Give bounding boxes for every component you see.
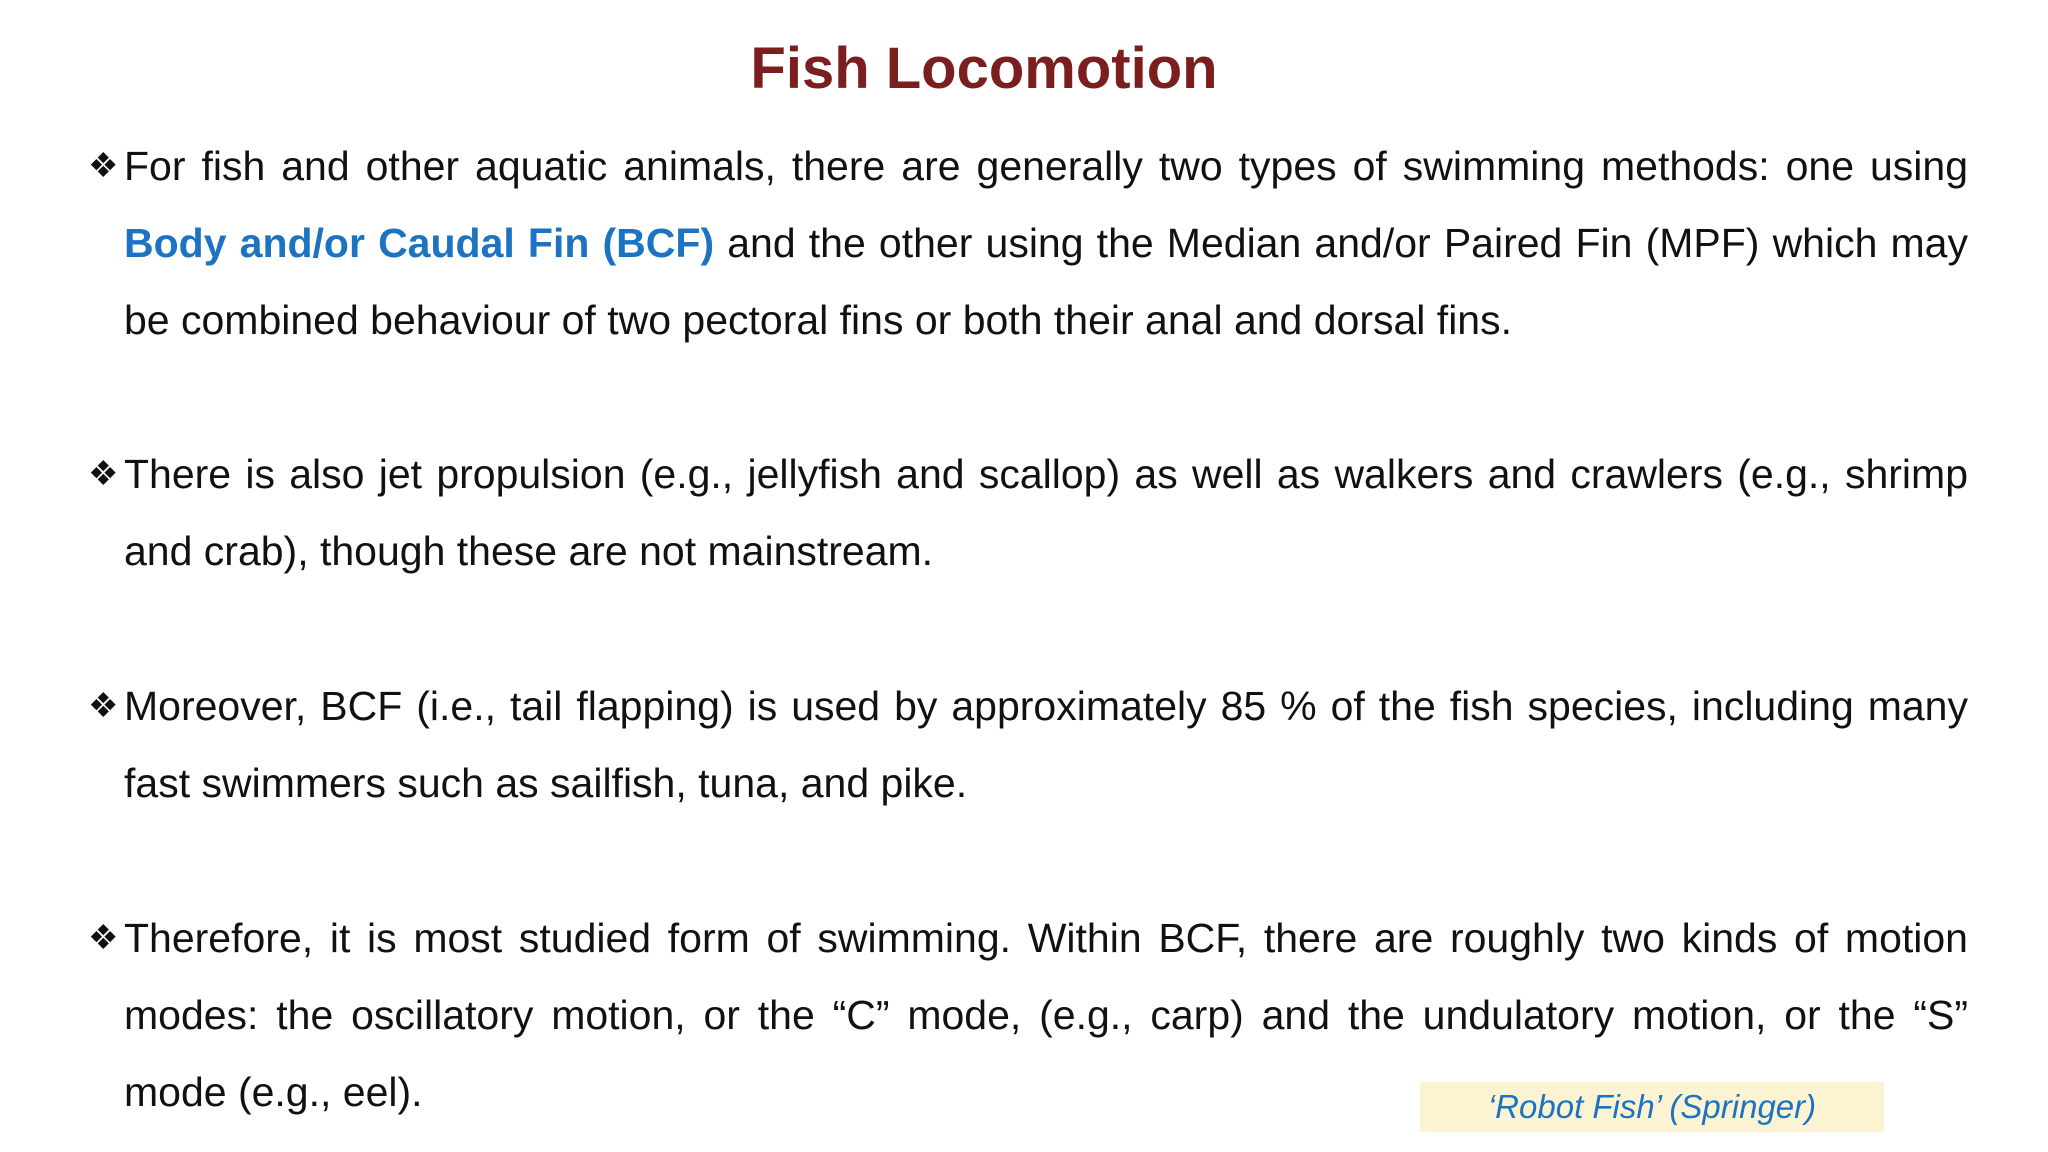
bullet-text: Therefore, it is most studied form of swimming. Within BCF, there are roughly two kinds of motion modes: the oscillatory motion, or the “C” mode, (e.g., carp) and the undulatory motion, or the “S” mode (e.g., eel). [124,915,1968,1115]
highlighted-term-bcf: Body and/or Caudal Fin (BCF) [124,220,715,266]
bullet-text-before-highlight: For fish and other aquatic animals, there are generally two types of swimming methods: one using [124,143,1968,189]
slide-title: Fish Locomotion [750,36,1218,101]
citation-label: ‘Robot Fish’ (Springer) [1420,1082,1884,1132]
bullet-text-after-highlight: and the other using the Median and/or Paired Fin (MPF) which may be combined behaviour of two pectoral fins or both their anal and dorsal fins. [124,220,1968,343]
bullet-text [124,128,1968,359]
diamond-bullet-icon: ❖ [88,147,119,185]
diamond-bullet-icon: ❖ [88,455,119,493]
bullet-item-bcf-usage [88,668,1968,822]
bullet-item-jet-propulsion [88,436,1968,590]
diamond-bullet-icon: ❖ [88,919,119,957]
bullet-item-swimming-methods [88,128,1968,359]
bullet-text: Moreover, BCF (i.e., tail flapping) is used by approximately 85 % of the fish species, including many fast swimmers such as sailfish, tuna, and pike. [124,683,1968,806]
bullet-text: There is also jet propulsion (e.g., jellyfish and scallop) as well as walkers and crawlers (e.g., shrimp and crab), though these are not mainstream. [124,451,1968,574]
diamond-bullet-icon: ❖ [88,687,119,725]
